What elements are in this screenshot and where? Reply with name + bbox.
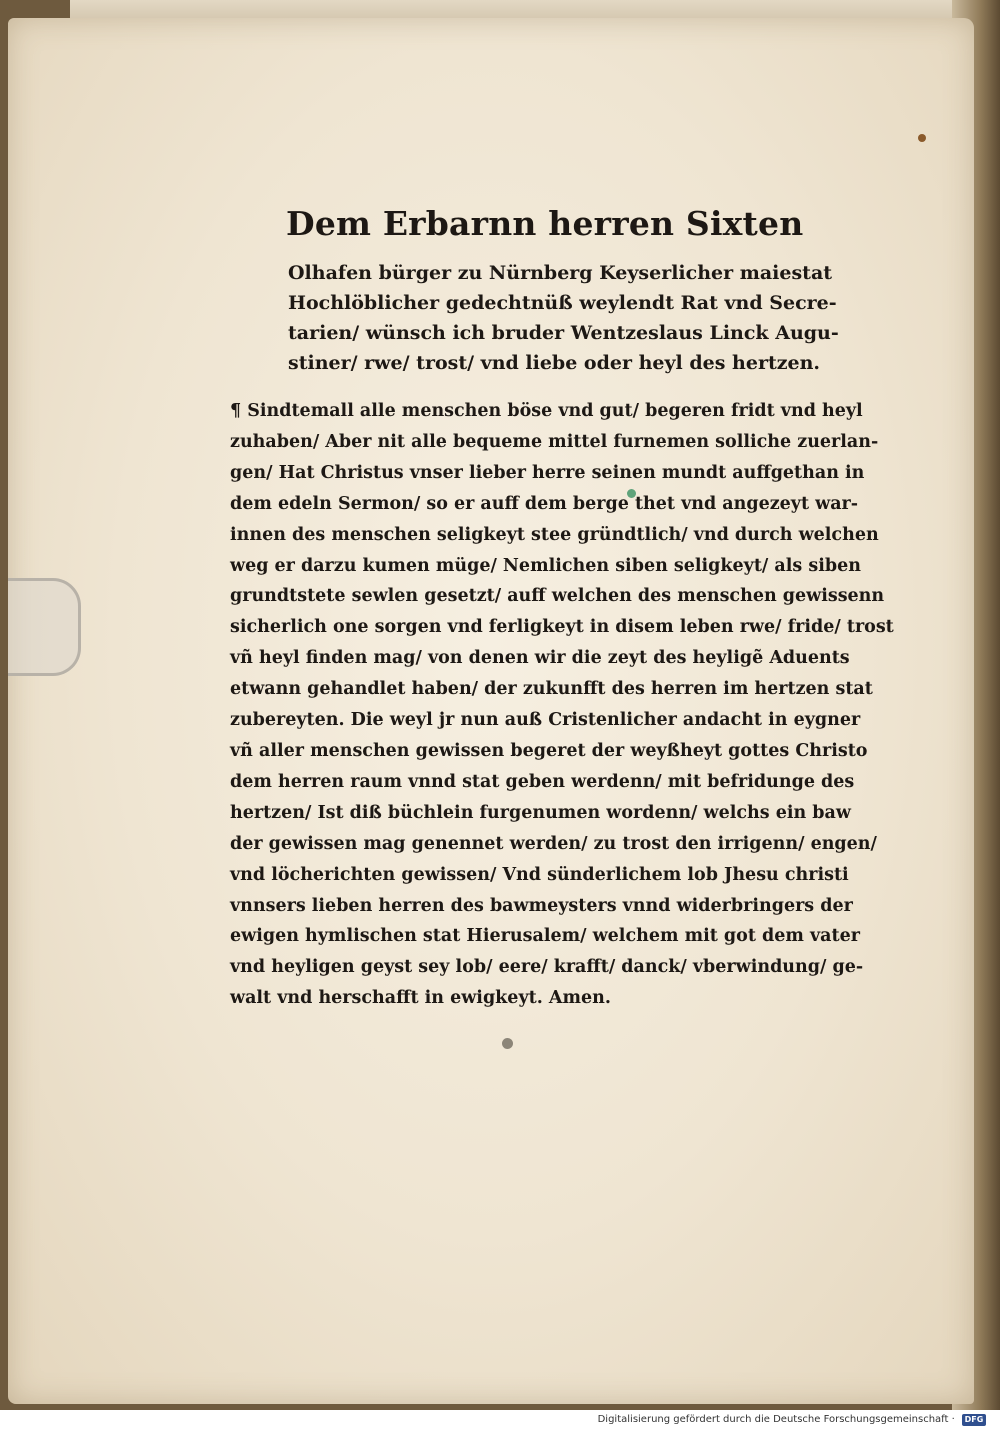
funding-credit-text: Digitalisierung gefördert durch die Deutsche Forschungsgemeinschaft · [597,1414,955,1425]
body-line: hertzen/ Ist diß büchlein furgenumen wordenn/ welchs ein baw [230,802,851,823]
body-line: etwann gehandlet haben/ der zukunfft des herren im hertzen stat [230,679,873,700]
body-line: zubereyten. Die weyl jr nun auß Cristenlicher andacht in eygner [230,710,861,731]
body-line: der gewissen mag genennet werden/ zu trost den irrigenn/ engen/ [230,833,877,854]
body-line: ewigen hymlischen stat Hierusalem/ welchem mit got dem vater [230,926,860,947]
heading-line: tarien/ wünsch ich bruder Wentzeslaus Linck Augu- [288,322,839,344]
dedication-title: Dem Erbarnn herren Sixten [286,204,804,243]
dedication-heading [288,258,839,378]
body-line: dem herren raum vnnd stat geben werdenn/ mit befridunge des [230,771,855,792]
body-line: walt vnd herschafft in ewigkeyt. Amen. [230,988,611,1009]
body-line: dem edeln Sermon/ so er auff dem berge thet vnd angezeyt war- [230,493,859,514]
body-line: vnnsers lieben herren des bawmeysters vnnd widerbringers der [230,895,853,916]
heading-line: Olhafen bürger zu Nürnberg Keyserlicher maiestat [288,262,833,284]
body-line: sicherlich one sorgen vnd ferligkeyt in disem leben rwe/ fride/ trost [230,617,894,638]
paper-stain [502,1038,513,1049]
body-line: gen/ Hat Christus vnser lieber herre seinen mundt auffgethan in [230,462,865,483]
heading-line: Hochlöblicher gedechtnüß weylendt Rat vnd Secre- [288,292,837,314]
digitization-footer [0,1410,1000,1429]
body-line: vñ aller menschen gewissen begeret der weyßheyt gottes Christo [230,740,868,761]
body-line: innen des menschen seligkeyt stee gründtlich/ vnd durch welchen [230,524,879,545]
body-text [230,396,894,1014]
body-line: weg er darzu kumen müge/ Nemlichen siben seligkeyt/ als siben [230,555,861,576]
paper-stain [918,134,926,142]
body-line: vnd löcherichten gewissen/ Vnd sünderlichem lob Jhesu christi [230,864,849,885]
body-line: grundtstete sewlen gesetzt/ auff welchen des menschen gewissenn [230,586,885,607]
dfg-logo-icon: DFG [962,1414,986,1426]
heading-line: stiner/ rwe/ trost/ vnd liebe oder heyl des hertzen. [288,352,821,374]
body-line: ¶ Sindtemall alle menschen böse vnd gut/ begeren fridt vnd heyl [230,401,863,421]
body-line: zuhaben/ Aber nit alle bequeme mittel furnemen solliche zuerlan- [230,431,879,452]
body-line: vnd heyligen geyst sey lob/ eere/ krafft/ danck/ vberwindung/ ge- [230,957,864,978]
body-line: vñ heyl finden mag/ von denen wir die zeyt des heyligẽ Aduents [230,648,850,669]
page-holder-clip [8,578,81,676]
